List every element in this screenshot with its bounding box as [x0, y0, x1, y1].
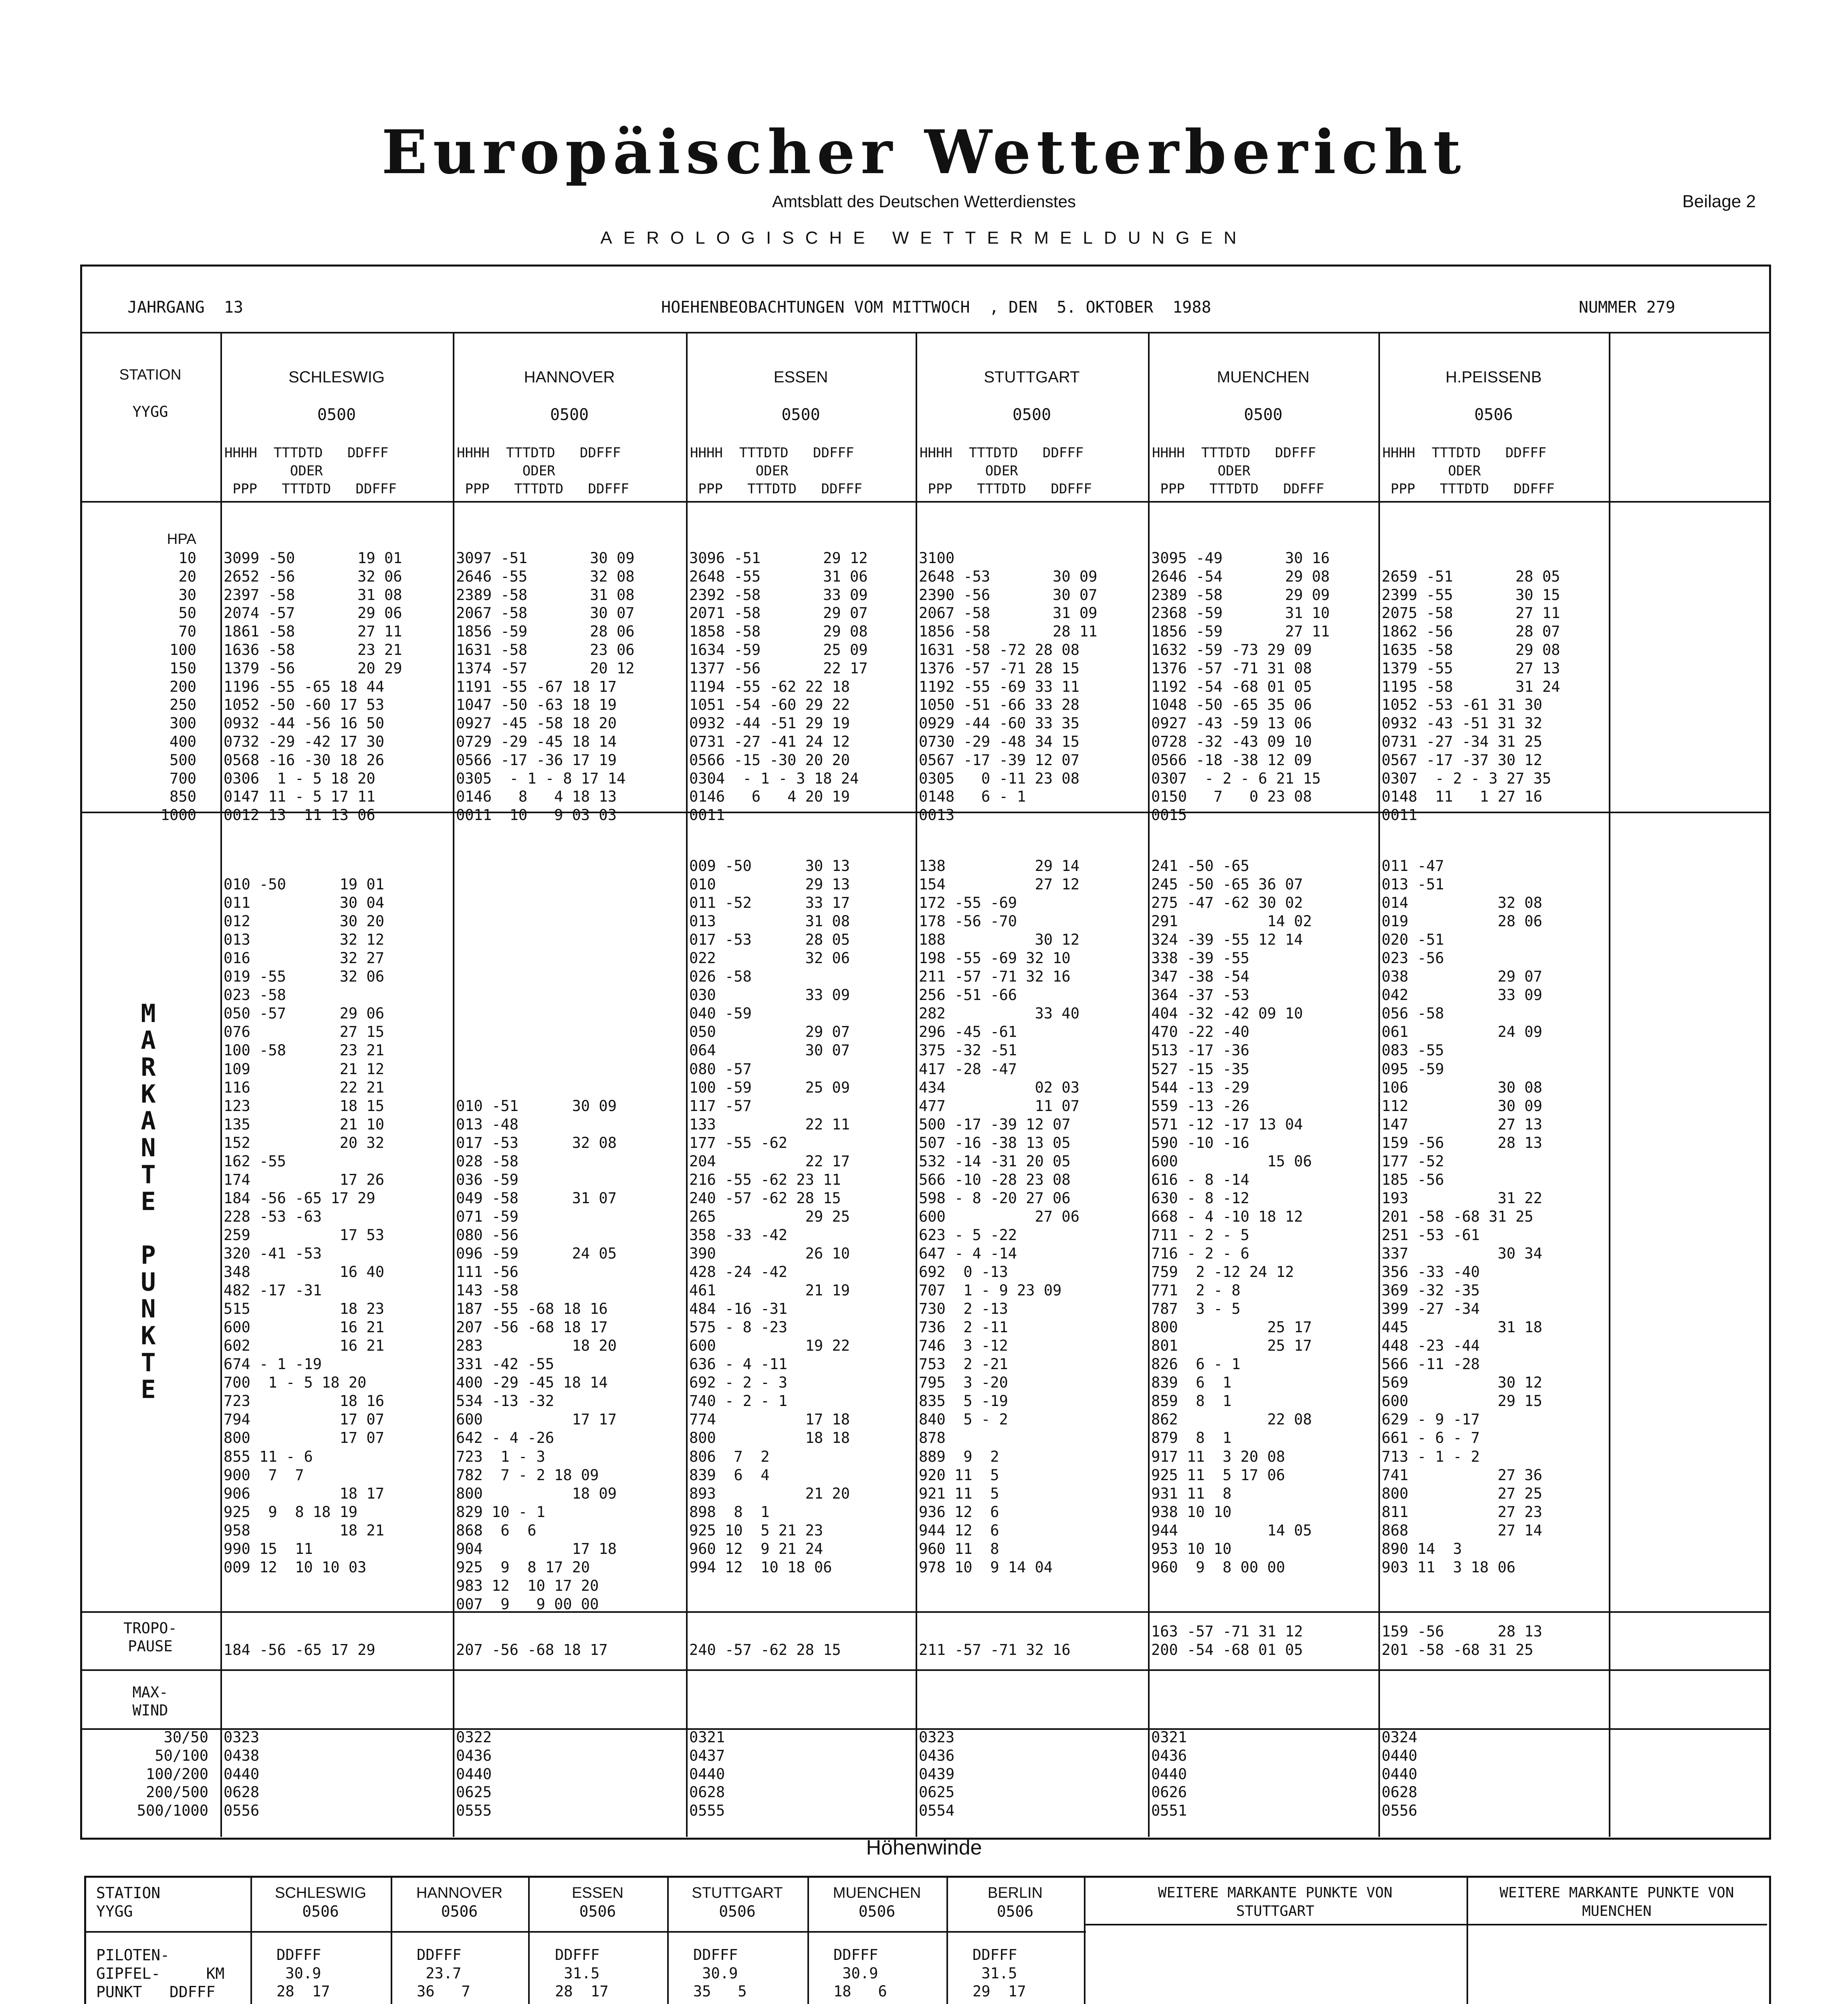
station-name-schleswig: SCHLESWIG [288, 368, 385, 386]
divider [1084, 1924, 1467, 1925]
issue-number: NUMMER 279 [1579, 298, 1675, 317]
wind-station-muenchen: MUENCHEN [833, 1885, 921, 1901]
tropopause-muenchen: 163 -57 -71 31 12 200 -54 -68 01 05 [1151, 1623, 1303, 1659]
pilot-summit-muenchen: DDFFF 30.9 18 6 [833, 1946, 887, 2000]
wind-station-berlin: BERLIN [987, 1885, 1043, 1901]
station-time: 0500 [317, 406, 356, 424]
page-title: Europäischer Wetterbericht [381, 117, 1467, 188]
standard-levels-hohenpeissenberg: 2659 -51 28 05 2399 -55 30 15 2075 -58 27 11 1862 -56 28 07 1635 -58 29 08 1379 -55 27 13 1195 -58 31 24 1052 -53 -61 31 30 0932 -43 -51 31 32 0731 -27 -34 31 25 0567 -17 -37 30 12 0307 - 2 - 3 27 35 0148 11 1 27 16 0011 [1382, 568, 1560, 824]
station-name-hannover: HANNOVER [524, 368, 615, 386]
standard-levels-schleswig: 3099 -50 19 01 2652 -56 32 06 2397 -58 31 08 2074 -57 29 06 1861 -58 27 11 1636 -58 23 21 1379 -56 20 29 1196 -55 -65 18 44 1052 -50 -60 17 53 0932 -44 -56 16 50 0732 -29 -42 17 30 0568 -16 -30 18 26 0306 1 - 5 18 20 0147 11 - 5 17 11 0012 13 11 13 06 [224, 549, 402, 824]
maxwind-hohenpeissenberg: 0324 0440 0440 0628 0556 [1382, 1729, 1418, 1820]
significant-points-muenchen: 241 -50 -65 245 -50 -65 36 07 275 -47 -62 30 02 291 14 02 324 -39 -55 12 14 338 -39 -55 347 -38 -54 364 -37 -53 404 -32 -42 09 10 470 -22 -40 513 -17 -36 527 -15 -35 544 -13 -29 559 -13 -26 571 -12 -17 13 04 590 -10 -16 600 15 06 616 - 8 -14 630 - 8 -12 668 - 4 -10 18 12 711 - 2 - 5 716 - 2 - 6 759 2 -12 24 12 771 2 - 8 787 3 - 5 800 25 17 801 25 17 826 6 - 1 839 6 1 859 8 1 862 22 08 879 8 1 917 11 3 20 08 925 11 5 17 06 931 11 8 938 10 10 944 14 05 953 10 10 960 9 8 00 00 [1151, 857, 1312, 1576]
tropopause-hohenpeissenberg: 159 -56 28 13 201 -58 -68 31 25 [1382, 1623, 1542, 1659]
wind-station-time: 0506 [997, 1903, 1034, 1920]
yygg-label: YYGG [132, 403, 168, 420]
subtitle: Amtsblatt des Deutschen Wetterdienstes [772, 192, 1076, 211]
significant-points-stuttgart: 138 29 14 154 27 12 172 -55 -69 178 -56 -70 188 30 12 198 -55 -69 32 10 211 -57 -71 32 16 256 -51 -66 282 33 40 296 -45 -61 375 -32 -51 417 -28 -47 434 02 03 477 11 07 500 -17 -39 12 07 507 -16 -38 13 05 532 -14 -31 20 05 566 -10 -28 23 08 598 - 8 -20 27 06 600 27 06 623 - 5 -22 647 - 4 -14 692 0 -13 707 1 - 9 23 09 730 2 -13 736 2 -11 746 3 -12 753 2 -21 795 3 -20 835 5 -19 840 5 - 2 878 889 9 2 920 11 5 921 11 5 936 12 6 944 12 6 960 11 8 978 10 9 14 04 [919, 857, 1079, 1576]
pilot-summit-hannover: DDFFF 23.7 36 7 [417, 1946, 470, 2000]
column-header: HHHH TTTDTD DDFFF ODER PPP TTTDTD DDFFF [1152, 445, 1324, 497]
significant-points-schleswig: 010 -50 19 01 011 30 04 012 30 20 013 32 12 016 32 27 019 -55 32 06 023 -58 050 -57 29 06 076 27 15 100 -58 23 21 109 21 12 116 22 21 123 18 15 135 21 10 152 20 32 162 -55 174 17 26 184 -56 -65 17 29 228 -53 -63 259 17 53 320 -41 -53 348 16 40 482 -17 -31 515 18 23 600 16 21 602 16 21 674 - 1 -19 700 1 - 5 18 20 723 18 16 794 17 07 800 17 07 855 11 - 6 900 7 7 906 18 17 925 9 8 18 19 958 18 21 990 15 11 009 12 10 10 03 [224, 876, 384, 1576]
wind-station-time: 0506 [858, 1903, 896, 1920]
column-header: HHHH TTTDTD DDFFF ODER PPP TTTDTD DDFFF [920, 445, 1092, 497]
section-title: AEROLOGISCHE WETTERMELDUNGEN [600, 228, 1248, 248]
divider [453, 332, 454, 1837]
hoehenwinde-title: Höhenwinde [866, 1836, 982, 1859]
weitere-muenchen-title: WEITERE MARKANTE PUNKTE VON MUENCHEN [1499, 1885, 1734, 1919]
wind-station-schleswig: SCHLESWIG [274, 1885, 367, 1901]
divider [1467, 1924, 1767, 1925]
significant-points-hohenpeissenberg: 011 -47 013 -51 014 32 08 019 28 06 020 -51 023 -56 038 29 07 042 33 09 056 -58 061 24 09 083 -55 095 -59 106 30 08 112 30 09 147 27 13 159 -56 28 13 177 -52 185 -56 193 31 22 201 -58 -68 31 25 251 -53 -61 337 30 34 356 -33 -40 369 -32 -35 399 -27 -34 445 31 18 448 -23 -44 566 -11 -28 569 30 12 600 29 15 629 - 9 -17 661 - 6 - 7 713 - 1 - 2 741 27 36 800 27 25 811 27 23 868 27 14 890 14 3 903 11 3 18 06 [1382, 857, 1542, 1576]
wind-station-time: 0506 [441, 1903, 478, 1920]
divider [916, 332, 917, 1837]
station-time: 0500 [550, 406, 589, 424]
station-time: 0506 [1474, 406, 1513, 424]
divider [84, 1931, 1086, 1933]
maxwind-layers: 30/50 50/100 100/200 200/500 500/1000 [137, 1729, 208, 1820]
standard-levels-essen: 3096 -51 29 12 2648 -55 31 06 2392 -58 33 09 2071 -58 29 07 1858 -58 29 08 1634 -59 25 09 1377 -56 22 17 1194 -55 -62 22 18 1051 -54 -60 29 22 0932 -44 -51 29 19 0731 -27 -41 24 12 0566 -15 -30 20 20 0304 - 1 - 3 18 24 0146 6 4 20 19 0011 [689, 549, 868, 824]
significant-points-essen: 009 -50 30 13 010 29 13 011 -52 33 17 013 31 08 017 -53 28 05 022 32 06 026 -58 030 33 09 040 -59 050 29 07 064 30 07 080 -57 100 -59 25 09 117 -57 133 22 11 177 -55 -62 204 22 17 216 -55 -62 23 11 240 -57 -62 28 15 265 29 25 358 -33 -42 390 26 10 428 -24 -42 461 21 19 484 -16 -31 575 - 8 -23 600 19 22 636 - 4 -11 692 - 2 - 3 740 - 2 - 1 774 17 18 800 18 18 806 7 2 839 6 4 893 21 20 898 8 1 925 10 5 21 23 960 12 9 21 24 994 12 10 18 06 [689, 857, 850, 1576]
station-name-essen: ESSEN [773, 368, 828, 386]
pilot-summit-berlin: DDFFF 31.5 29 17 [972, 1946, 1026, 2000]
column-header: HHHH TTTDTD DDFFF ODER PPP TTTDTD DDFFF [457, 445, 629, 497]
markante-punkte-label: M A R K A N T E P U N K T E [141, 999, 156, 1404]
tropopause-stuttgart: 211 -57 -71 32 16 [919, 1641, 1071, 1659]
divider [1148, 332, 1150, 1837]
standard-levels-hannover: 3097 -51 30 09 2646 -55 32 08 2389 -58 31 08 2067 -58 30 07 1856 -59 28 06 1631 -58 23 06 1374 -57 20 12 1191 -55 -67 18 17 1047 -50 -63 18 19 0927 -45 -58 18 20 0729 -29 -45 18 14 0566 -17 -36 17 19 0305 - 1 - 8 17 14 0146 8 4 18 13 0011 10 9 03 03 [456, 549, 635, 824]
divider [1609, 332, 1610, 1837]
pressure-levels: 10 20 30 50 70 100 150 200 250 300 400 500 700 850 1000 [160, 549, 196, 824]
station-name-muenchen: MUENCHEN [1217, 368, 1310, 386]
divider [686, 332, 688, 1837]
maxwind-hannover: 0322 0436 0440 0625 0555 [456, 1729, 492, 1820]
maxwind-stuttgart: 0323 0436 0439 0625 0554 [919, 1729, 955, 1820]
tropopause-hannover: 207 -56 -68 18 17 [456, 1641, 608, 1659]
divider [1378, 332, 1380, 1837]
column-header: HHHH TTTDTD DDFFF ODER PPP TTTDTD DDFFF [1382, 445, 1555, 497]
station-time: 0500 [1244, 406, 1283, 424]
maxwind-muenchen: 0321 0436 0440 0626 0551 [1151, 1729, 1187, 1820]
wind-station-stuttgart: STUTTGART [692, 1885, 783, 1901]
wind-station-time: 0506 [719, 1903, 756, 1920]
maxwind-essen: 0321 0437 0440 0628 0555 [689, 1729, 725, 1820]
divider [80, 1669, 1769, 1671]
column-header: HHHH TTTDTD DDFFF ODER PPP TTTDTD DDFFF [224, 445, 397, 497]
winds-station-label: STATION YYGG [96, 1884, 161, 1920]
station-label: STATION [119, 366, 182, 383]
standard-levels-muenchen: 3095 -49 30 16 2646 -54 29 08 2389 -58 29 09 2368 -59 31 10 1856 -59 27 11 1632 -59 -73 29 09 1376 -57 -71 31 08 1192 -54 -68 01 05 1048 -50 -65 35 06 0927 -43 -59 13 06 0728 -32 -43 09 10 0566 -18 -38 12 09 0307 - 2 - 6 21 15 0150 7 0 23 08 0015 [1151, 549, 1330, 824]
weitere-stuttgart-title: WEITERE MARKANTE PUNKTE VON STUTTGART [1158, 1885, 1393, 1919]
divider [80, 1611, 1769, 1613]
station-name-hohenpeissenberg: H.PEISSENB [1445, 368, 1542, 386]
pilot-label: PILOTEN- GIPFEL- KM PUNKT DDFFF [96, 1946, 225, 2001]
station-time: 0500 [1012, 406, 1051, 424]
supplement-label: Beilage 2 [1682, 192, 1756, 211]
station-time: 0500 [781, 406, 820, 424]
wind-station-time: 0506 [579, 1903, 616, 1920]
pilot-summit-schleswig: DDFFF 30.9 28 17 [276, 1946, 330, 2000]
divider [80, 501, 1769, 503]
maxwind-schleswig: 0323 0438 0440 0628 0556 [224, 1729, 260, 1820]
hpa-label: HPA [167, 531, 196, 547]
divider [220, 332, 222, 1837]
standard-levels-stuttgart: 3100 2648 -53 30 09 2390 -56 30 07 2067 -58 31 09 1856 -58 28 11 1631 -58 -72 28 08 1376 -57 -71 28 15 1192 -55 -69 33 11 1050 -51 -66 33 28 0929 -44 -60 33 35 0730 -29 -48 34 15 0567 -17 -39 12 07 0305 0 -11 23 08 0148 6 - 1 0013 [919, 549, 1098, 824]
jahrgang-label: JAHRGANG 13 [127, 298, 243, 317]
tropopause-label: TROPO- PAUSE [123, 1620, 177, 1655]
wind-station-hannover: HANNOVER [416, 1885, 503, 1901]
maxwind-label: MAX- WIND [132, 1684, 168, 1719]
tropopause-essen: 240 -57 -62 28 15 [689, 1641, 841, 1659]
observation-date: HOEHENBEOBACHTUNGEN VOM MITTWOCH , DEN 5. OKTOBER 1988 [661, 298, 1211, 317]
wind-station-time: 0506 [302, 1903, 339, 1920]
pilot-summit-stuttgart: DDFFF 30.9 35 5 [693, 1946, 747, 2000]
tropopause-schleswig: 184 -56 -65 17 29 [224, 1641, 375, 1659]
wind-station-essen: ESSEN [572, 1885, 623, 1901]
significant-points-hannover: 010 -51 30 09 013 -48 017 -53 32 08 028 -58 036 -59 049 -58 31 07 071 -59 080 -56 096 -59 24 05 111 -56 143 -58 187 -55 -68 18 16 207 -56 -68 18 17 283 18 20 331 -42 -55 400 -29 -45 18 14 534 -13 -32 600 17 17 642 - 4 -26 723 1 - 3 782 7 - 2 18 09 800 18 09 829 10 - 1 868 6 6 904 17 18 925 9 8 17 20 983 12 10 17 20 007 9 9 00 00 [456, 1097, 617, 1613]
divider [80, 332, 1769, 333]
station-name-stuttgart: STUTTGART [984, 368, 1080, 386]
pilot-summit-essen: DDFFF 31.5 28 17 [555, 1946, 609, 2000]
column-header: HHHH TTTDTD DDFFF ODER PPP TTTDTD DDFFF [690, 445, 862, 497]
